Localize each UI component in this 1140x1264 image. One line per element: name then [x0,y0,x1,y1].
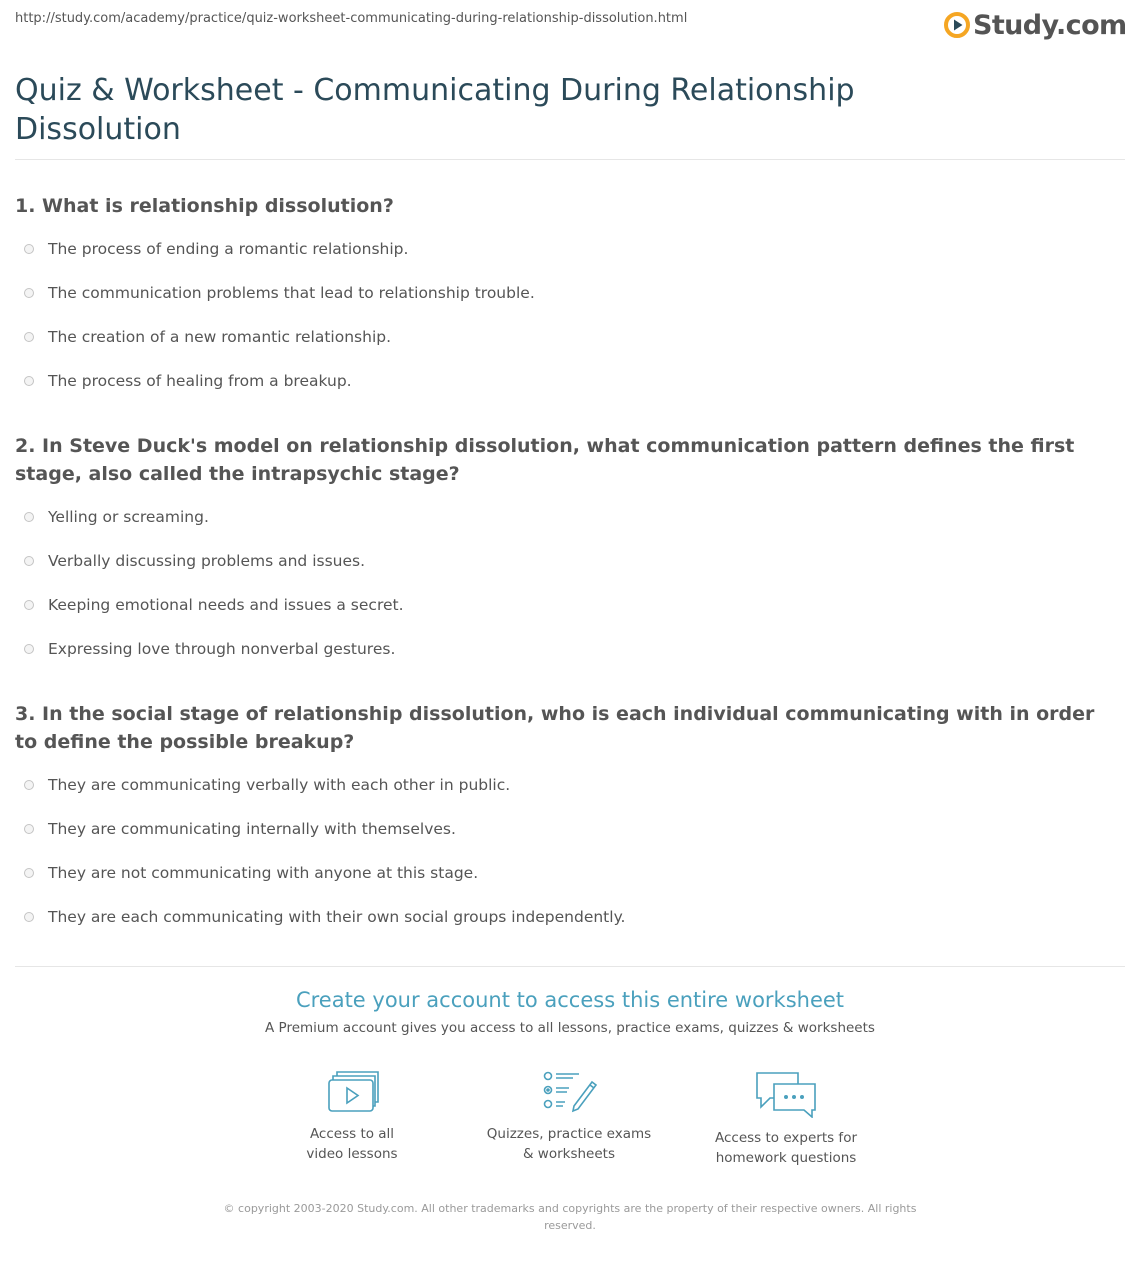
answer-option[interactable] [24,906,625,928]
radio-button[interactable] [24,780,34,790]
title-divider [15,159,1125,160]
premium-description: A Premium account gives you access to all lessons, practice exams, quizzes & worksheets [265,1020,875,1036]
answer-option[interactable] [24,550,365,572]
answer-option[interactable] [24,238,408,260]
answer-text: The creation of a new romantic relationship. [48,328,392,346]
feature-text: Access to all video lessons [306,1126,398,1162]
answer-text: The communication problems that lead to relationship trouble. [48,284,535,302]
feature-experts [676,1070,896,1168]
answer-text: The process of healing from a breakup. [48,372,352,390]
answer-option[interactable] [24,638,395,660]
answer-option[interactable] [24,506,209,528]
question-text: 2. In Steve Duck's model on relationship dissolution, what communication pattern defines the first stage, also called the intrapsychic stage? [15,435,1075,485]
answer-text: The process of ending a romantic relationship. [48,240,409,258]
answer-option[interactable] [24,326,391,348]
radio-button[interactable] [24,868,34,878]
radio-button[interactable] [24,244,34,254]
copyright-notice: © copyright 2003-2020 Study.com. All other trademarks and copyrights are the property of their respective owners. All rights reserved. [223,1202,917,1232]
answer-text: They are communicating internally with themselves. [48,820,456,838]
answer-option[interactable] [24,370,352,392]
video-lessons-icon [324,1070,380,1114]
answer-text: Expressing love through nonverbal gestures. [48,640,396,658]
radio-button[interactable] [24,556,34,566]
question-text: 1. What is relationship dissolution? [15,195,394,217]
radio-button[interactable] [24,332,34,342]
answer-text: Verbally discussing problems and issues. [48,552,366,570]
chat-bubbles-icon [754,1070,818,1118]
page-url: http://study.com/academy/practice/quiz-worksheet-communicating-during-relationship-dissolution.html [15,11,688,26]
questions-divider [15,966,1125,967]
answer-option[interactable] [24,862,478,884]
answer-text: Keeping emotional needs and issues a secret. [48,596,404,614]
answer-text: They are communicating verbally with each other in public. [48,776,511,794]
answer-option[interactable] [24,818,456,840]
quiz-checklist-icon [541,1070,597,1114]
create-account-link[interactable]: Create your account to access this entire worksheet [295,988,845,1012]
radio-button[interactable] [24,288,34,298]
feature-quizzes [459,1070,679,1164]
play-circle-icon [944,12,970,38]
answer-text: They are each communicating with their own social groups independently. [48,908,626,926]
answer-text: They are not communicating with anyone at this stage. [48,864,479,882]
answer-option[interactable] [24,774,510,796]
feature-text: Access to experts for homework questions [714,1130,857,1166]
question-text: 3. In the social stage of relationship dissolution, who is each individual communicating with in order to define the possible breakup? [15,703,1095,753]
answer-text: Yelling or screaming. [48,508,209,526]
radio-button[interactable] [24,912,34,922]
page-title: Quiz & Worksheet - Communicating During Relationship Dissolution [15,73,855,147]
feature-video-lessons [242,1070,462,1164]
radio-button[interactable] [24,600,34,610]
radio-button[interactable] [24,824,34,834]
answer-option[interactable] [24,282,535,304]
study-logo[interactable] [944,9,1127,41]
feature-text: Quizzes, practice exams & worksheets [486,1126,652,1162]
radio-button[interactable] [24,644,34,654]
logo-text: Study.com [973,9,1127,41]
answer-option[interactable] [24,594,404,616]
radio-button[interactable] [24,376,34,386]
radio-button[interactable] [24,512,34,522]
